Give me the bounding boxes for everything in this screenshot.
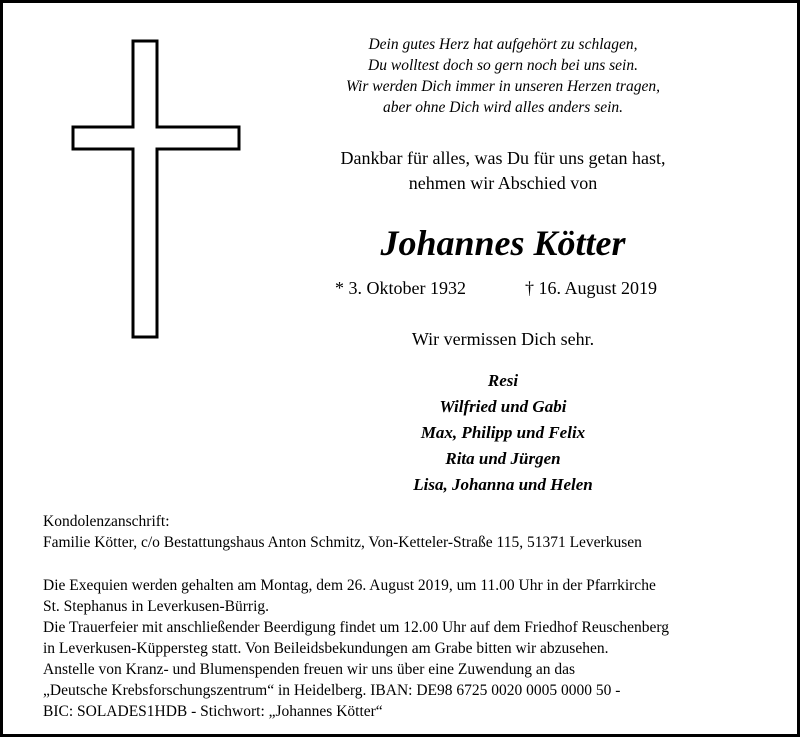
death-date: † 16. August 2019 bbox=[525, 278, 658, 298]
detail-line: BIC: SOLADES1HDB - Stichwort: „Johannes Kötter“ bbox=[43, 703, 383, 720]
poem-line: Wir werden Dich immer in unseren Herzen tragen, bbox=[346, 78, 660, 95]
cross-icon bbox=[71, 39, 241, 339]
intro-line: nehmen wir Abschied von bbox=[408, 173, 598, 193]
mourner-entry: Lisa, Johanna und Helen bbox=[413, 475, 593, 494]
poem-line: Du wolltest doch so gern noch bei uns sein. bbox=[368, 57, 638, 74]
deceased-name: Johannes Kötter bbox=[380, 223, 626, 263]
mourners-list bbox=[303, 368, 703, 498]
spacer bbox=[43, 553, 783, 575]
birth-date: * 3. Oktober 1932 bbox=[335, 278, 466, 298]
detail-line: St. Stephanus in Leverkusen-Bürrig. bbox=[43, 598, 270, 615]
intro-text bbox=[283, 146, 723, 196]
poem-line: Dein gutes Herz hat aufgehört zu schlagen, bbox=[368, 36, 638, 53]
detail-line: Anstelle von Kranz- und Blumenspenden freuen wir uns über eine Zuwendung an das bbox=[43, 661, 576, 678]
poem bbox=[303, 34, 703, 118]
detail-line: „Deutsche Krebsforschungszentrum“ in Heidelberg. IBAN: DE98 6725 0020 0005 0000 50 - bbox=[43, 682, 621, 699]
mourner-entry: Resi bbox=[487, 371, 519, 390]
details-block bbox=[43, 511, 783, 722]
condolence-address: Familie Kötter, c/o Bestattungshaus Anton Schmitz, Von-Ketteler-Straße 115, 51371 Leverkusen bbox=[43, 534, 642, 551]
mourner-entry: Max, Philipp und Felix bbox=[420, 423, 586, 442]
detail-line: Die Exequien werden gehalten am Montag, dem 26. August 2019, um 11.00 Uhr in der Pfarrkirche bbox=[43, 577, 656, 594]
detail-line: Die Trauerfeier mit anschließender Beerdigung findet um 12.00 Uhr auf dem Friedhof Reuschenberg bbox=[43, 619, 670, 636]
condolence-label: Kondolenzanschrift: bbox=[43, 513, 170, 530]
poem-line: aber ohne Dich wird alles anders sein. bbox=[382, 99, 624, 116]
mourner-entry: Rita und Jürgen bbox=[445, 449, 561, 468]
intro-line: Dankbar für alles, was Du für uns getan hast, bbox=[340, 148, 666, 168]
miss-line: Wir vermissen Dich sehr. bbox=[411, 329, 595, 349]
detail-line: in Leverkusen-Küppersteg statt. Von Beileidsbekundungen am Grabe bitten wir abzusehen. bbox=[43, 640, 609, 657]
mourner-entry: Wilfried und Gabi bbox=[439, 397, 567, 416]
